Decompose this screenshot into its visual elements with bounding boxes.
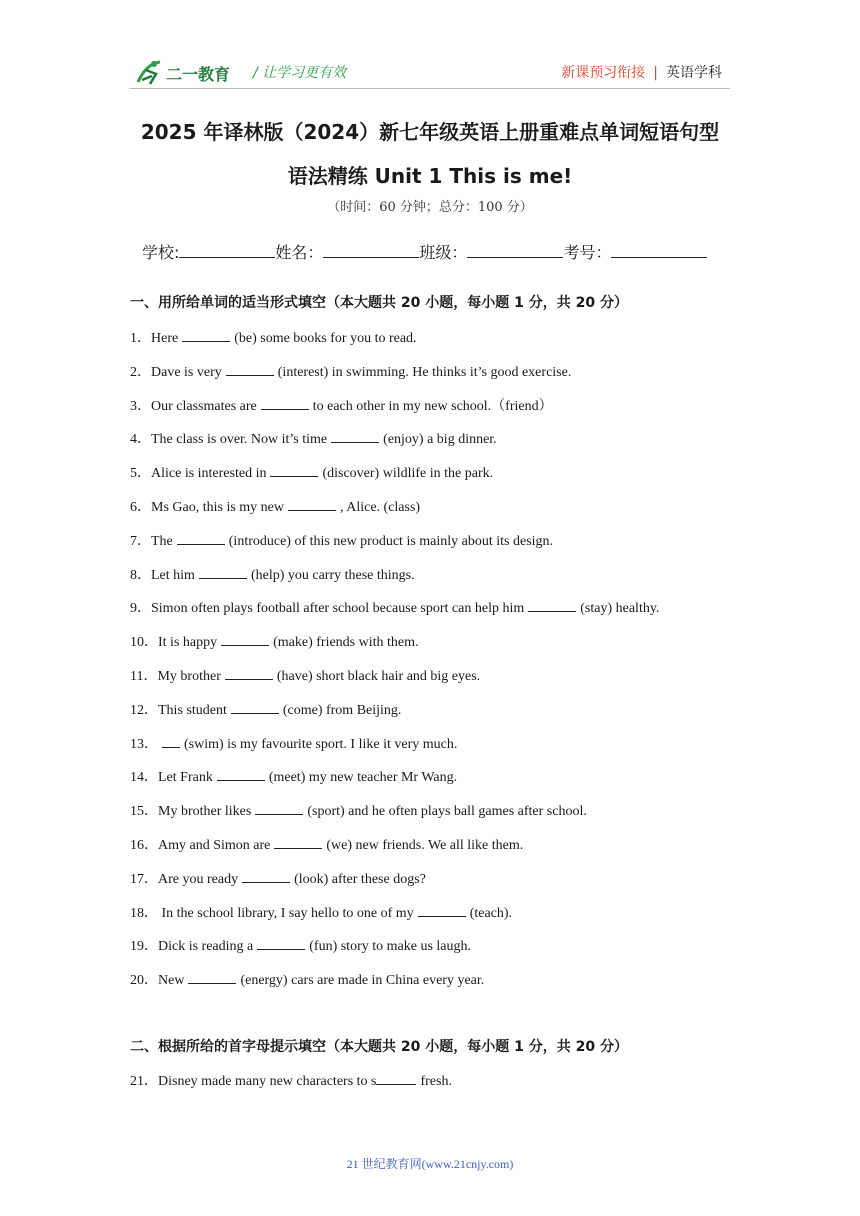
answer-blank[interactable] [261,397,309,410]
question-9 [130,597,659,617]
question-21 [130,1070,452,1090]
question-12 [130,699,401,719]
answer-blank[interactable] [274,836,322,849]
question-8 [130,564,415,584]
question-text: (enjoy) a big dinner. [383,432,497,448]
question-text: 1．Here [130,331,179,346]
question-15 [130,800,587,820]
header-tags [561,62,722,82]
class-field[interactable] [467,243,563,258]
question-text: 20．New [130,973,185,989]
question-text: 18． In the school library, I say hello to one of my [130,905,414,921]
question-text: 10．It is happy [130,635,218,651]
answer-blank[interactable] [288,498,336,511]
logo-text: 二一教育 [166,65,231,84]
logo-icon [132,56,244,90]
question-text: 9．Simon often plays football after school because sport can help him [130,601,525,617]
question-20 [130,969,484,989]
question-text: (interest) in swimming. He thinks it’s good exercise. [277,364,572,380]
name-field[interactable] [323,243,419,258]
answer-blank[interactable] [270,464,318,477]
answer-blank[interactable] [331,430,379,443]
slogan: / 让学习更有效 [253,65,347,81]
question-text: 6．Ms Gao, this is my new [130,500,284,515]
header-divider [130,88,730,89]
question-text: (discover) wildlife in the park. [322,466,494,482]
question-17 [130,868,426,888]
question-text: (have) short black hair and big eyes. [276,669,481,684]
question-14 [130,766,457,786]
answer-blank[interactable] [255,802,303,815]
answer-blank[interactable] [257,937,305,950]
school-field[interactable] [179,243,275,258]
question-text: (energy) cars are made in China every year. [240,973,485,989]
question-text: 14．Let Frank [130,770,213,786]
question-text: 17．Are you ready [130,871,239,887]
question-text: 16．Amy and Simon are [130,838,271,853]
question-19 [130,935,471,955]
answer-blank[interactable] [418,904,466,917]
question-6 [130,496,420,516]
number-label: 考号： [563,243,612,262]
header-tag-preview: 新课预习衔接 [561,65,646,81]
question-5 [130,462,493,482]
question-text: (look) after these dogs? [294,871,426,887]
question-text: (help) you carry these things. [250,567,415,583]
question-text: 13． [130,736,158,752]
question-text: (introduce) of this new product is mainly about its design. [228,533,554,549]
answer-blank[interactable] [177,532,225,545]
question-7 [130,530,553,550]
question-text: (be) some books for you to read. [234,331,417,346]
question-text: 19．Dick is reading a [130,939,254,955]
question-text: 7．The [130,533,173,549]
question-text: (teach). [469,905,513,921]
question-text: (stay) healthy. [580,601,660,617]
page-footer: 21 世纪教育网(www.21cnjy.com) [346,1157,514,1171]
answer-blank[interactable] [226,363,274,376]
answer-blank[interactable] [221,633,269,646]
name-label: 姓名： [275,243,324,262]
doc-title-line2: 语法精练 Unit 1 This is me! [287,164,573,188]
question-18 [130,902,512,922]
question-text: (meet) my new teacher Mr Wang. [268,770,458,786]
answer-blank[interactable] [242,870,290,883]
header-tag-subject: 英语学科 [666,65,722,81]
question-13 [130,733,457,753]
question-text: (make) friends with them. [273,635,419,651]
question-text: 2．Dave is very [130,364,222,380]
section-2-heading: 二、根据所给的首字母提示填空（本大题共 20 小题，每小题 1 分，共 20 分） [130,1039,628,1055]
question-text: 21．Disney made many new characters to s [130,1074,377,1089]
question-text: , Alice. (class) [340,500,421,515]
answer-blank[interactable] [528,599,576,612]
answer-blank[interactable] [199,566,247,579]
question-text: 4．The class is over. Now it’s time [130,432,328,448]
question-text: 8．Let him [130,567,195,583]
question-text: 12．This student [130,702,227,718]
doc-title-line1: 2025 年译林版（2024）新七年级英语上册重难点单词短语句型 [140,120,720,144]
answer-blank[interactable] [231,701,279,714]
question-text: (swim) is my favourite sport. I like it very much. [184,736,458,752]
question-10 [130,631,419,651]
section-1-heading: 一、用所给单词的适当形式填空（本大题共 20 小题，每小题 1 分，共 20 分） [130,295,628,311]
class-label: 班级： [419,243,468,262]
question-text: 11．My brother [130,669,221,684]
answer-blank[interactable] [188,971,236,984]
question-text: fresh. [420,1074,452,1089]
question-11 [130,665,480,685]
page-header [0,0,860,100]
question-16 [130,834,523,854]
doc-subtitle: （时间：60 分钟；总分：100 分） [327,200,533,215]
question-text: (sport) and he often plays ball games after school. [307,804,587,820]
answer-blank[interactable] [182,329,230,342]
answer-blank[interactable] [225,667,273,680]
question-text: 15．My brother likes [130,804,252,820]
answer-blank[interactable] [217,768,265,781]
question-text: (come) from Beijing. [282,702,402,718]
question-2 [130,361,571,381]
question-text: 3．Our classmates are [130,398,257,414]
school-label: 学校: [142,243,180,262]
question-text: (fun) story to make us laugh. [309,939,471,955]
question-text: (we) new friends. We all like them. [326,838,524,853]
question-1 [130,327,417,347]
student-info [142,240,707,263]
answer-blank[interactable] [376,1072,416,1085]
question-4 [130,428,497,448]
question-3 [130,395,553,415]
answer-blank[interactable] [162,735,180,748]
question-text: 5．Alice is interested in [130,466,267,482]
question-text: to each other in my new school.（friend） [312,398,553,414]
number-field[interactable] [611,243,707,258]
header-separator: | [653,65,658,81]
